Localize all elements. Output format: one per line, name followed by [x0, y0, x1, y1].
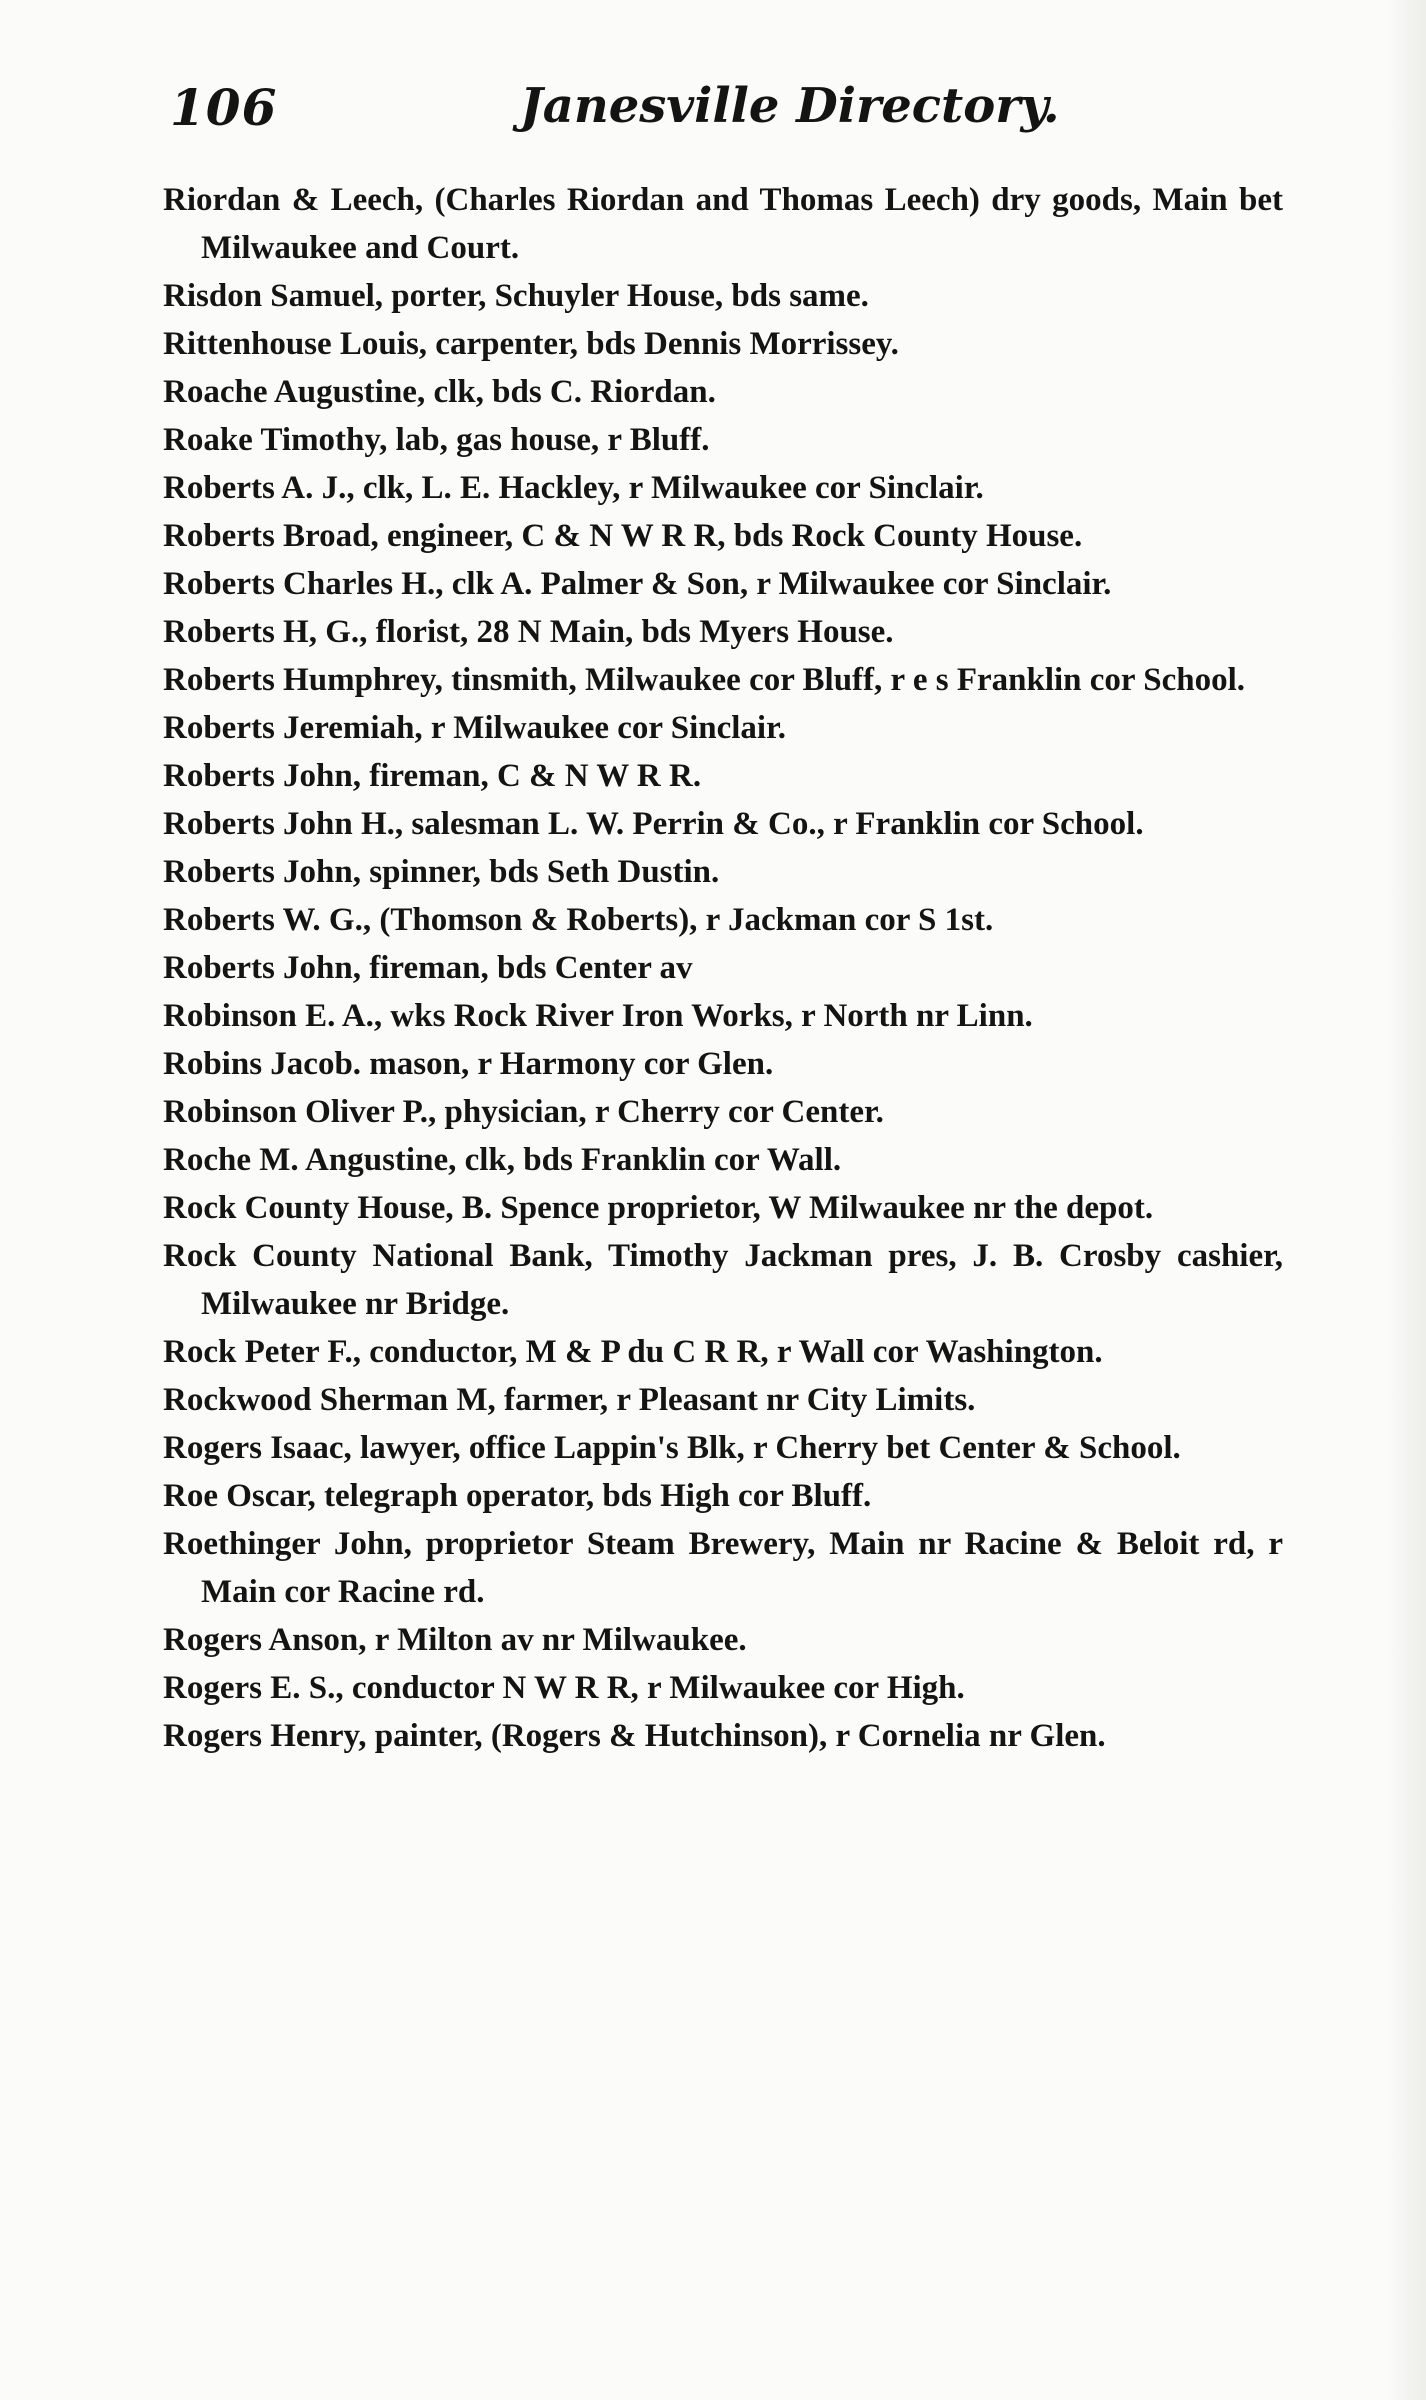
directory-entry: Roberts A. J., clk, L. E. Hackley, r Milwaukee cor Sinclair. — [163, 470, 984, 506]
directory-entry: Rock County National Bank, Timothy Jackman pres, J. B. Crosby cashier, Milwaukee nr Bridge. — [163, 1238, 1283, 1322]
directory-entry: Roberts Broad, engineer, C & N W R R, bds Rock County House. — [163, 518, 1083, 554]
directory-entry: Rogers Henry, painter, (Rogers & Hutchinson), r Cornelia nr Glen. — [163, 1718, 1106, 1754]
running-title: Janesville Directory. — [520, 78, 1060, 134]
directory-entry: Rogers Anson, r Milton av nr Milwaukee. — [163, 1622, 747, 1658]
page-edge-shadow — [1386, 0, 1426, 2400]
directory-entry: Roe Oscar, telegraph operator, bds High cor Bluff. — [163, 1478, 872, 1514]
directory-entry: Roache Augustine, clk, bds C. Riordan. — [163, 374, 716, 410]
directory-entry: Roberts H, G., florist, 28 N Main, bds Myers House. — [163, 614, 894, 650]
directory-entry: Riordan & Leech, (Charles Riordan and Thomas Leech) dry goods, Main bet Milwaukee and Court. — [163, 182, 1283, 266]
directory-entry: Roche M. Angustine, clk, bds Franklin cor Wall. — [163, 1142, 842, 1178]
directory-entry: Rittenhouse Louis, carpenter, bds Dennis Morrissey. — [163, 326, 899, 362]
page-number: 106 — [170, 78, 278, 137]
directory-entry: Roberts W. G., (Thomson & Roberts), r Jackman cor S 1st. — [163, 902, 994, 938]
directory-entry: Robins Jacob. mason, r Harmony cor Glen. — [163, 1046, 774, 1082]
directory-entries — [163, 176, 1283, 1760]
directory-entry: Robinson Oliver P., physician, r Cherry cor Center. — [163, 1094, 884, 1130]
directory-entry: Roberts Jeremiah, r Milwaukee cor Sinclair. — [163, 710, 786, 746]
directory-entry: Rogers Isaac, lawyer, office Lappin's Blk, r Cherry bet Center & School. — [163, 1430, 1181, 1466]
directory-entry: Roberts John, fireman, C & N W R R. — [163, 758, 702, 794]
directory-entry: Roberts Charles H., clk A. Palmer & Son, r Milwaukee cor Sinclair. — [163, 566, 1112, 602]
directory-entry: Rockwood Sherman M, farmer, r Pleasant nr City Limits. — [163, 1382, 976, 1418]
page-header — [170, 78, 1290, 148]
directory-entry: Rock Peter F., conductor, M & P du C R R, r Wall cor Washington. — [163, 1334, 1103, 1370]
directory-entry: Rock County House, B. Spence proprietor, W Milwaukee nr the depot. — [163, 1190, 1154, 1226]
directory-entry: Roake Timothy, lab, gas house, r Bluff. — [163, 422, 710, 458]
directory-entry: Roberts John H., salesman L. W. Perrin & Co., r Franklin cor School. — [163, 806, 1144, 842]
directory-entry: Risdon Samuel, porter, Schuyler House, bds same. — [163, 278, 869, 314]
directory-entry: Roberts John, fireman, bds Center av — [163, 950, 693, 986]
directory-entry: Roberts Humphrey, tinsmith, Milwaukee cor Bluff, r e s Franklin cor School. — [163, 662, 1245, 698]
directory-entry: Roethinger John, proprietor Steam Brewery, Main nr Racine & Beloit rd, r Main cor Racine rd. — [163, 1526, 1283, 1610]
directory-entry: Rogers E. S., conductor N W R R, r Milwaukee cor High. — [163, 1670, 965, 1706]
directory-entry: Roberts John, spinner, bds Seth Dustin. — [163, 854, 720, 890]
directory-entry: Robinson E. A., wks Rock River Iron Works, r North nr Linn. — [163, 998, 1033, 1034]
